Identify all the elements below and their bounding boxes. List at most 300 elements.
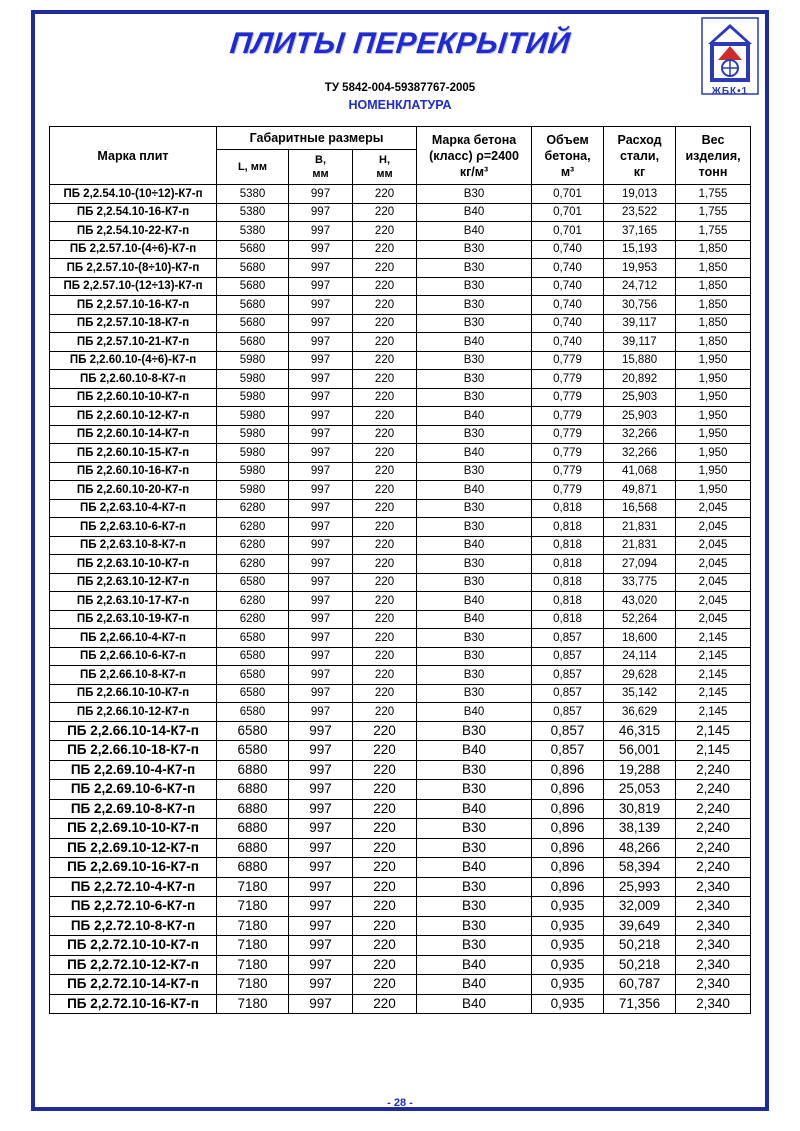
concrete-cell: В40 [417,994,532,1014]
width-cell: 997 [289,185,353,204]
length-cell: 5380 [217,203,289,222]
volume-cell: 0,935 [532,897,604,917]
height-cell: 220 [353,555,417,574]
height-cell: 220 [353,897,417,917]
height-cell: 220 [353,499,417,518]
width-cell: 997 [289,629,353,648]
length-cell: 6880 [217,819,289,839]
mark-cell: ПБ 2,2.66.10-8-К7-п [50,666,217,685]
height-cell: 220 [353,858,417,878]
length-cell: 6580 [217,647,289,666]
height-cell: 220 [353,259,417,278]
table-row [50,799,751,819]
length-cell: 5680 [217,277,289,296]
volume-cell: 0,896 [532,819,604,839]
height-cell: 220 [353,592,417,611]
concrete-cell: В30 [417,838,532,858]
steel-cell: 60,787 [604,975,676,995]
height-cell: 220 [353,629,417,648]
table-row [50,741,751,761]
table-row [50,573,751,592]
concrete-cell: В30 [417,555,532,574]
steel-cell: 23,522 [604,203,676,222]
weight-cell: 1,950 [676,425,751,444]
mark-cell: ПБ 2,2.63.10-12-К7-п [50,573,217,592]
mark-cell: ПБ 2,2.63.10-8-К7-п [50,536,217,555]
concrete-cell: В30 [417,518,532,537]
volume-cell: 0,818 [532,499,604,518]
volume-cell: 0,935 [532,916,604,936]
page-title: ПЛИТЫ ПЕРЕКРЫТИЙ [228,27,572,60]
volume-cell: 0,740 [532,240,604,259]
volume-cell: 0,857 [532,647,604,666]
table-row [50,351,751,370]
height-cell: 220 [353,240,417,259]
concrete-cell: В30 [417,897,532,917]
mark-cell: ПБ 2,2.72.10-16-К7-п [50,994,217,1014]
volume-cell: 0,701 [532,222,604,241]
table-row [50,370,751,389]
steel-cell: 25,053 [604,780,676,800]
concrete-cell: В30 [417,277,532,296]
weight-cell: 2,045 [676,555,751,574]
table-row [50,721,751,741]
width-cell: 997 [289,351,353,370]
steel-cell: 19,953 [604,259,676,278]
width-cell: 997 [289,721,353,741]
table-row [50,296,751,315]
mark-cell: ПБ 2,2.60.10-14-К7-п [50,425,217,444]
width-cell: 997 [289,858,353,878]
width-cell: 997 [289,838,353,858]
steel-cell: 50,218 [604,936,676,956]
weight-cell: 2,045 [676,592,751,611]
mark-cell: ПБ 2,2.57.10-21-К7-п [50,333,217,352]
steel-cell: 32,266 [604,425,676,444]
width-cell: 997 [289,314,353,333]
table-row [50,666,751,685]
height-cell: 220 [353,203,417,222]
width-cell: 997 [289,897,353,917]
width-cell: 997 [289,955,353,975]
concrete-cell: В40 [417,333,532,352]
volume-cell: 0,779 [532,388,604,407]
width-cell: 997 [289,975,353,995]
table-row [50,780,751,800]
table-row [50,185,751,204]
height-cell: 220 [353,370,417,389]
width-cell: 997 [289,666,353,685]
steel-cell: 52,264 [604,610,676,629]
mark-cell: ПБ 2,2.63.10-10-К7-п [50,555,217,574]
steel-cell: 27,094 [604,555,676,574]
table-row [50,897,751,917]
table-row [50,481,751,500]
volume-cell: 0,818 [532,518,604,537]
length-cell: 5980 [217,481,289,500]
mark-cell: ПБ 2,2.60.10-8-К7-п [50,370,217,389]
concrete-cell: В30 [417,185,532,204]
concrete-cell: В30 [417,462,532,481]
steel-cell: 29,628 [604,666,676,685]
mark-cell: ПБ 2,2.72.10-14-К7-п [50,975,217,995]
mark-cell: ПБ 2,2.69.10-10-К7-п [50,819,217,839]
concrete-cell: В40 [417,536,532,555]
length-cell: 7180 [217,897,289,917]
volume-cell: 0,740 [532,259,604,278]
mark-cell: ПБ 2,2.54.10-(10÷12)-К7-п [50,185,217,204]
weight-cell: 2,145 [676,721,751,741]
height-cell: 220 [353,647,417,666]
width-cell: 997 [289,222,353,241]
concrete-cell: В30 [417,629,532,648]
steel-cell: 56,001 [604,741,676,761]
length-cell: 6280 [217,536,289,555]
mark-cell: ПБ 2,2.72.10-4-К7-п [50,877,217,897]
height-cell: 220 [353,684,417,703]
concrete-cell: В30 [417,666,532,685]
steel-cell: 15,193 [604,240,676,259]
volume-cell: 0,740 [532,277,604,296]
volume-cell: 0,818 [532,592,604,611]
length-cell: 5980 [217,425,289,444]
steel-cell: 15,880 [604,351,676,370]
weight-cell: 2,240 [676,760,751,780]
weight-cell: 2,240 [676,819,751,839]
length-cell: 5680 [217,259,289,278]
weight-cell: 1,850 [676,333,751,352]
width-cell: 997 [289,296,353,315]
volume-cell: 0,818 [532,555,604,574]
mark-cell: ПБ 2,2.72.10-8-К7-п [50,916,217,936]
weight-cell: 2,045 [676,610,751,629]
concrete-cell: В30 [417,296,532,315]
mark-cell: ПБ 2,2.60.10-10-К7-п [50,388,217,407]
mark-cell: ПБ 2,2.63.10-4-К7-п [50,499,217,518]
concrete-cell: В30 [417,259,532,278]
concrete-cell: В30 [417,240,532,259]
height-cell: 220 [353,819,417,839]
weight-cell: 1,950 [676,462,751,481]
weight-cell: 1,850 [676,296,751,315]
width-cell: 997 [289,741,353,761]
weight-cell: 2,145 [676,629,751,648]
volume-cell: 0,857 [532,666,604,685]
weight-cell: 1,950 [676,370,751,389]
concrete-cell: В40 [417,799,532,819]
table-row [50,425,751,444]
weight-cell: 1,950 [676,481,751,500]
height-cell: 220 [353,444,417,463]
mark-cell: ПБ 2,2.69.10-6-К7-п [50,780,217,800]
length-cell: 6280 [217,610,289,629]
table-row [50,955,751,975]
steel-cell: 20,892 [604,370,676,389]
steel-cell: 39,117 [604,314,676,333]
volume-cell: 0,818 [532,536,604,555]
mark-cell: ПБ 2,2.60.10-16-К7-п [50,462,217,481]
concrete-cell: В30 [417,647,532,666]
table-row [50,536,751,555]
width-cell: 997 [289,647,353,666]
length-cell: 7180 [217,877,289,897]
weight-cell: 2,045 [676,499,751,518]
table-row [50,407,751,426]
table-row [50,936,751,956]
steel-cell: 25,903 [604,407,676,426]
table-row [50,240,751,259]
width-cell: 997 [289,333,353,352]
logo-text: ЖБК•1 [711,86,749,97]
mark-cell: ПБ 2,2.54.10-22-К7-п [50,222,217,241]
mark-cell: ПБ 2,2.66.10-14-К7-п [50,721,217,741]
length-cell: 6580 [217,741,289,761]
header-dimensions: Габаритные размеры [217,127,417,150]
weight-cell: 1,950 [676,407,751,426]
concrete-cell: В30 [417,819,532,839]
width-cell: 997 [289,780,353,800]
height-cell: 220 [353,760,417,780]
weight-cell: 1,950 [676,388,751,407]
length-cell: 6880 [217,780,289,800]
height-cell: 220 [353,296,417,315]
length-cell: 7180 [217,975,289,995]
length-cell: 5980 [217,351,289,370]
height-cell: 220 [353,799,417,819]
height-cell: 220 [353,955,417,975]
height-cell: 220 [353,666,417,685]
volume-cell: 0,779 [532,370,604,389]
length-cell: 6880 [217,838,289,858]
table-row [50,499,751,518]
height-cell: 220 [353,425,417,444]
header-height: H, мм [353,150,417,185]
steel-cell: 37,165 [604,222,676,241]
concrete-cell: В40 [417,222,532,241]
steel-cell: 39,117 [604,333,676,352]
steel-cell: 30,819 [604,799,676,819]
length-cell: 5980 [217,462,289,481]
table-row [50,819,751,839]
concrete-cell: В40 [417,610,532,629]
length-cell: 7180 [217,936,289,956]
steel-cell: 48,266 [604,838,676,858]
table-row [50,277,751,296]
volume-cell: 0,857 [532,684,604,703]
weight-cell: 1,755 [676,185,751,204]
height-cell: 220 [353,481,417,500]
volume-cell: 0,896 [532,877,604,897]
length-cell: 7180 [217,916,289,936]
table-row [50,314,751,333]
table-row [50,592,751,611]
mark-cell: ПБ 2,2.66.10-4-К7-п [50,629,217,648]
header-length: L, мм [217,150,289,185]
mark-cell: ПБ 2,2.60.10-20-К7-п [50,481,217,500]
concrete-cell: В40 [417,444,532,463]
width-cell: 997 [289,684,353,703]
steel-cell: 46,315 [604,721,676,741]
steel-cell: 32,266 [604,444,676,463]
volume-cell: 0,740 [532,314,604,333]
width-cell: 997 [289,703,353,722]
mark-cell: ПБ 2,2.66.10-18-К7-п [50,741,217,761]
volume-cell: 0,935 [532,994,604,1014]
header-mark: Марка плит [50,127,217,185]
width-cell: 997 [289,407,353,426]
table-row [50,760,751,780]
width-cell: 997 [289,388,353,407]
height-cell: 220 [353,877,417,897]
concrete-cell: В30 [417,916,532,936]
weight-cell: 2,045 [676,573,751,592]
height-cell: 220 [353,536,417,555]
height-cell: 220 [353,351,417,370]
weight-cell: 1,950 [676,444,751,463]
length-cell: 5680 [217,333,289,352]
table-row [50,916,751,936]
height-cell: 220 [353,388,417,407]
steel-cell: 21,831 [604,518,676,537]
length-cell: 6280 [217,518,289,537]
length-cell: 6880 [217,858,289,878]
volume-cell: 0,935 [532,975,604,995]
volume-cell: 0,896 [532,858,604,878]
length-cell: 6280 [217,555,289,574]
length-cell: 5980 [217,444,289,463]
header-weight: Вес изделия, тонн [676,127,751,185]
mark-cell: ПБ 2,2.60.10-(4÷6)-К7-п [50,351,217,370]
mark-cell: ПБ 2,2.57.10-(8÷10)-К7-п [50,259,217,278]
volume-cell: 0,857 [532,629,604,648]
height-cell: 220 [353,222,417,241]
mark-cell: ПБ 2,2.72.10-6-К7-п [50,897,217,917]
table-row [50,203,751,222]
height-cell: 220 [353,314,417,333]
width-cell: 997 [289,462,353,481]
mark-cell: ПБ 2,2.72.10-10-К7-п [50,936,217,956]
concrete-cell: В30 [417,936,532,956]
length-cell: 5980 [217,388,289,407]
steel-cell: 18,600 [604,629,676,648]
volume-cell: 0,857 [532,741,604,761]
length-cell: 6580 [217,573,289,592]
steel-cell: 25,903 [604,388,676,407]
mark-cell: ПБ 2,2.69.10-12-К7-п [50,838,217,858]
weight-cell: 2,145 [676,666,751,685]
mark-cell: ПБ 2,2.69.10-4-К7-п [50,760,217,780]
steel-cell: 24,114 [604,647,676,666]
table-row [50,518,751,537]
concrete-cell: В30 [417,370,532,389]
volume-cell: 0,740 [532,296,604,315]
section-subtitle: НОМЕНКЛАТУРА [348,98,452,112]
volume-cell: 0,740 [532,333,604,352]
nomenclature-table [49,126,751,1014]
width-cell: 997 [289,573,353,592]
length-cell: 5380 [217,185,289,204]
concrete-cell: В40 [417,975,532,995]
mark-cell: ПБ 2,2.72.10-12-К7-п [50,955,217,975]
concrete-cell: В30 [417,780,532,800]
steel-cell: 24,712 [604,277,676,296]
steel-cell: 49,871 [604,481,676,500]
mark-cell: ПБ 2,2.66.10-6-К7-п [50,647,217,666]
weight-cell: 1,950 [676,351,751,370]
length-cell: 5380 [217,222,289,241]
table-body [50,185,751,1014]
width-cell: 997 [289,518,353,537]
mark-cell: ПБ 2,2.63.10-6-К7-п [50,518,217,537]
concrete-cell: В30 [417,721,532,741]
volume-cell: 0,896 [532,838,604,858]
height-cell: 220 [353,518,417,537]
weight-cell: 2,340 [676,897,751,917]
concrete-cell: В40 [417,203,532,222]
length-cell: 5980 [217,407,289,426]
weight-cell: 2,340 [676,916,751,936]
table-row [50,333,751,352]
concrete-cell: В40 [417,955,532,975]
mark-cell: ПБ 2,2.57.10-(4÷6)-К7-п [50,240,217,259]
steel-cell: 32,009 [604,897,676,917]
table-row [50,975,751,995]
height-cell: 220 [353,185,417,204]
mark-cell: ПБ 2,2.69.10-16-К7-п [50,858,217,878]
width-cell: 997 [289,799,353,819]
mark-cell: ПБ 2,2.57.10-18-К7-п [50,314,217,333]
volume-cell: 0,779 [532,351,604,370]
steel-cell: 38,139 [604,819,676,839]
concrete-cell: В40 [417,481,532,500]
height-cell: 220 [353,462,417,481]
weight-cell: 2,240 [676,838,751,858]
width-cell: 997 [289,592,353,611]
volume-cell: 0,896 [532,799,604,819]
weight-cell: 2,340 [676,936,751,956]
volume-cell: 0,818 [532,610,604,629]
weight-cell: 2,240 [676,858,751,878]
height-cell: 220 [353,975,417,995]
volume-cell: 0,779 [532,481,604,500]
weight-cell: 2,240 [676,799,751,819]
height-cell: 220 [353,780,417,800]
steel-cell: 30,756 [604,296,676,315]
table-row [50,555,751,574]
steel-cell: 50,218 [604,955,676,975]
height-cell: 220 [353,721,417,741]
width-cell: 997 [289,277,353,296]
weight-cell: 2,145 [676,684,751,703]
steel-cell: 39,649 [604,916,676,936]
mark-cell: ПБ 2,2.60.10-15-К7-п [50,444,217,463]
weight-cell: 2,240 [676,780,751,800]
mark-cell: ПБ 2,2.57.10-(12÷13)-К7-п [50,277,217,296]
concrete-cell: В40 [417,592,532,611]
volume-cell: 0,779 [532,462,604,481]
volume-cell: 0,857 [532,721,604,741]
concrete-cell: В30 [417,425,532,444]
steel-cell: 19,288 [604,760,676,780]
height-cell: 220 [353,994,417,1014]
page-number: - 28 - [387,1097,413,1109]
header-concrete: Марка бетона (класс) ρ=2400 кг/м³ [417,127,532,185]
header-width: B, мм [289,150,353,185]
length-cell: 5680 [217,240,289,259]
table-row [50,858,751,878]
volume-cell: 0,857 [532,703,604,722]
volume-cell: 0,935 [532,936,604,956]
